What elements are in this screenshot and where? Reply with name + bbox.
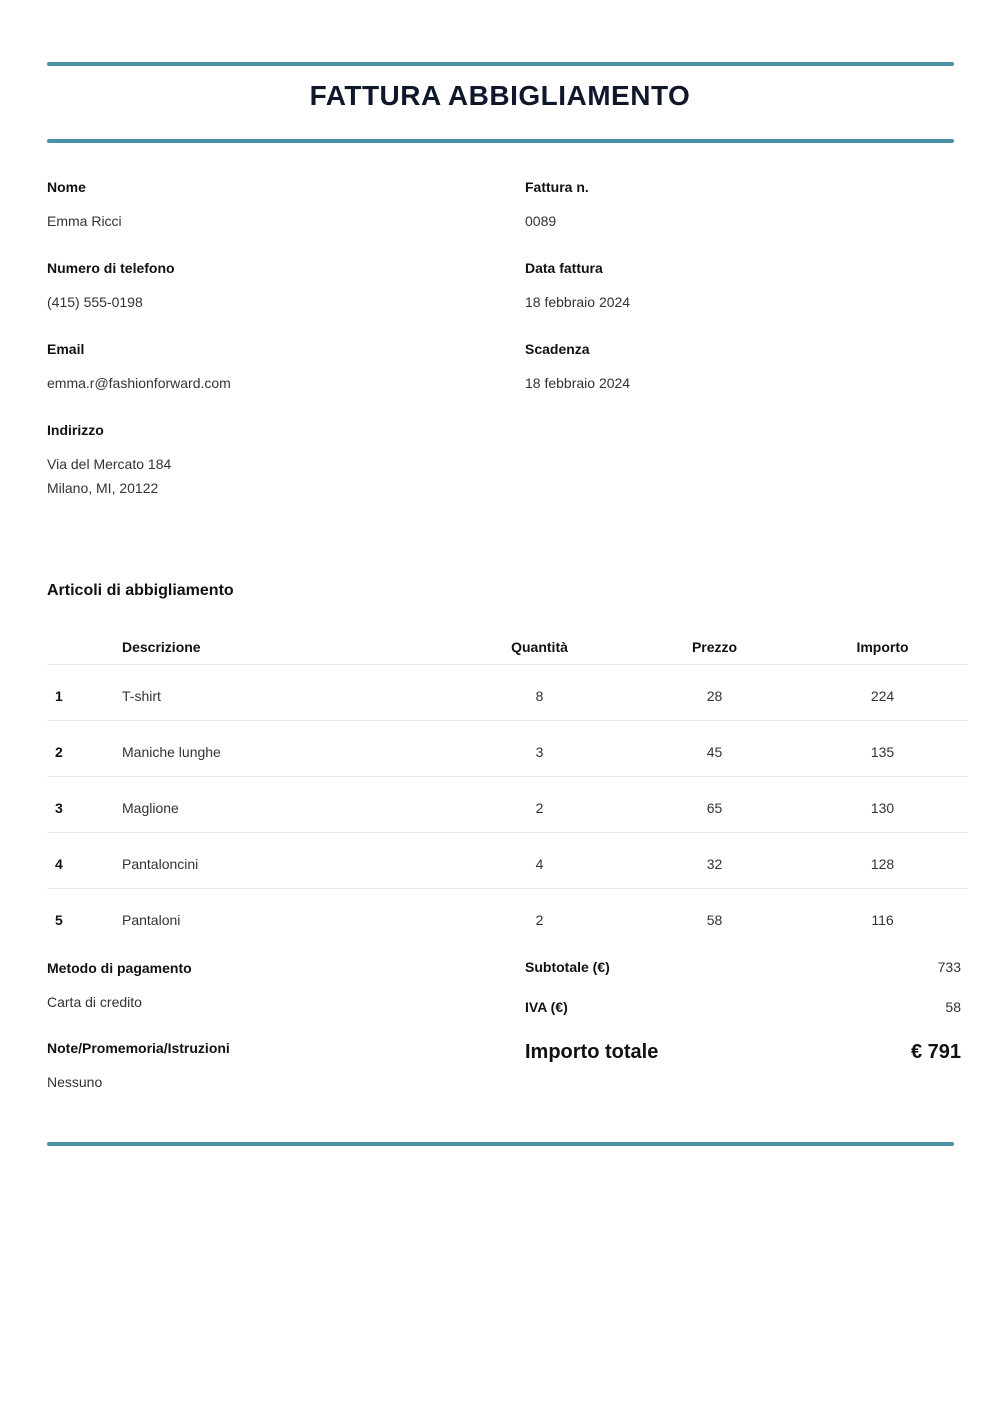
row-quantity: 4: [447, 833, 632, 889]
subtotal-value: 733: [937, 959, 961, 975]
column-header-index: [47, 630, 122, 665]
row-price: 28: [632, 665, 797, 721]
row-description: Maglione: [122, 777, 447, 833]
vat-value: 58: [945, 999, 961, 1015]
invoice-title: FATTURA ABBIGLIAMENTO: [309, 80, 691, 111]
column-header-quantity: Quantità: [447, 630, 632, 665]
customer-name-value: Emma Ricci: [47, 213, 122, 229]
table-row: [47, 889, 968, 945]
row-description: Pantaloni: [122, 911, 181, 928]
column-header-description: Descrizione: [122, 630, 447, 665]
table-row: [47, 833, 968, 889]
top-divider: [47, 62, 954, 66]
table-row: [47, 777, 968, 833]
row-amount: 135: [797, 721, 968, 777]
subtotal-row: [525, 957, 961, 977]
total-value: € 791: [910, 1040, 961, 1063]
row-description: Pantaloncini: [122, 833, 447, 889]
customer-name-field: [47, 179, 122, 233]
row-quantity: 3: [447, 721, 632, 777]
notes-value: Nessuno: [47, 1074, 103, 1090]
items-table: [47, 630, 968, 944]
invoice-number-field: [525, 179, 589, 233]
invoice-due-value: 18 febbraio 2024: [525, 375, 631, 391]
column-header-amount: Importo: [797, 630, 968, 665]
row-index: 4: [47, 833, 122, 889]
row-amount: 116: [871, 911, 894, 928]
row-amount: 128: [797, 833, 968, 889]
vat-row: [525, 997, 961, 1017]
customer-email-value: emma.r@fashionforward.com: [47, 375, 231, 391]
invoice-date-field: [525, 260, 630, 314]
customer-name-label: Nome: [47, 179, 86, 195]
row-index: 1: [47, 665, 122, 721]
column-header-price: Prezzo: [632, 630, 797, 665]
table-row: [47, 665, 968, 721]
payment-method-value: Carta di credito: [47, 994, 142, 1010]
items-section-title: Articoli di abbigliamento: [47, 582, 234, 599]
row-price: 45: [632, 721, 797, 777]
invoice-number-value: 0089: [525, 213, 557, 229]
row-index: 2: [47, 721, 122, 777]
row-price: 65: [632, 777, 797, 833]
notes-label: Note/Promemoria/Istruzioni: [47, 1040, 230, 1056]
payment-method-label: Metodo di pagamento: [47, 960, 192, 976]
notes-field: [47, 1040, 230, 1094]
items-table-header: [47, 630, 968, 665]
row-quantity: 8: [447, 665, 632, 721]
customer-address-value: [47, 452, 171, 500]
customer-phone-label: Numero di telefono: [47, 260, 175, 276]
row-description: T-shirt: [122, 665, 447, 721]
row-quantity: 2: [535, 911, 544, 928]
total-row: [525, 1038, 961, 1066]
row-quantity: 2: [447, 777, 632, 833]
table-row: [47, 721, 968, 777]
address-line-1: Via del Mercato 184: [47, 456, 172, 472]
customer-address-field: [47, 422, 171, 500]
row-index: 5: [55, 911, 63, 928]
customer-phone-field: [47, 260, 175, 314]
invoice-date-value: 18 febbraio 2024: [525, 294, 631, 310]
customer-address-label: Indirizzo: [47, 422, 104, 438]
customer-phone-value: (415) 555-0198: [47, 294, 143, 310]
invoice-number-label: Fattura n.: [525, 179, 589, 195]
footer-divider: [47, 1142, 954, 1146]
customer-email-label: Email: [47, 341, 85, 357]
total-label: Importo totale: [525, 1040, 659, 1063]
row-amount: 224: [797, 665, 968, 721]
customer-email-field: [47, 341, 231, 395]
row-price: 32: [632, 833, 797, 889]
invoice-due-field: [525, 341, 630, 395]
row-amount: 130: [797, 777, 968, 833]
row-index: 3: [47, 777, 122, 833]
row-price: 58: [706, 911, 723, 928]
vat-label: IVA (€): [525, 999, 568, 1015]
row-description: Maniche lunghe: [122, 721, 447, 777]
invoice-date-label: Data fattura: [525, 260, 603, 276]
subtotal-label: Subtotale (€): [525, 959, 610, 975]
address-line-2: Milano, MI, 20122: [47, 480, 159, 496]
payment-method-field: [47, 960, 192, 1014]
invoice-due-label: Scadenza: [525, 341, 590, 357]
header-divider: [47, 139, 954, 143]
